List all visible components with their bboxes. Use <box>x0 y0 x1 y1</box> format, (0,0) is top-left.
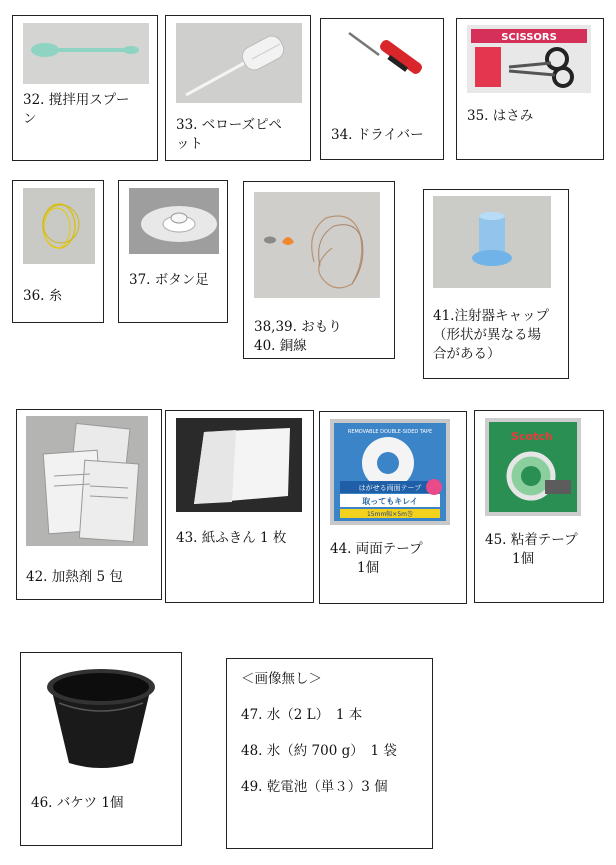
item-card-37 <box>118 180 228 323</box>
syringe-cap-icon <box>433 196 551 288</box>
item-card-44 <box>319 411 467 604</box>
item-card-38-40 <box>243 181 395 359</box>
item-caption-38-40: 38,39. おもり 40. 銅線 <box>254 319 342 354</box>
svg-text:取ってもキレイ: 取ってもキレイ <box>362 497 418 506</box>
no-image-item-49: 49. 乾電池（単３）3 個 <box>241 779 388 795</box>
svg-text:Scotch: Scotch <box>511 430 553 443</box>
weights-wire-icon <box>254 192 380 298</box>
item-card-32 <box>12 15 158 161</box>
item-caption-41: 41.注射器キャップ （形状が異なる場 合がある） <box>433 308 549 362</box>
item-card-34 <box>320 18 444 160</box>
item-caption-32: 32. 撹拌用スプー ン <box>23 92 130 127</box>
pipette-icon <box>176 23 302 103</box>
item-caption-43: 43. 紙ふきん 1 枚 <box>176 530 287 546</box>
svg-text:SCISSORS: SCISSORS <box>501 32 557 43</box>
scotch-tape-icon <box>485 418 581 516</box>
heating-pack-icon <box>26 416 148 546</box>
button-shank-icon <box>129 188 219 254</box>
svg-text:はがせる両面テープ: はがせる両面テープ <box>358 484 422 492</box>
no-image-title: ＜画像無し＞ <box>241 671 322 687</box>
svg-text:REMOVABLE DOUBLE-SIDED TAPE: REMOVABLE DOUBLE-SIDED TAPE <box>347 429 433 435</box>
item-caption-45: 45. 粘着テープ 1個 <box>485 532 578 567</box>
item-card-43 <box>165 410 314 603</box>
item-caption-35: 35. はさみ <box>467 108 534 124</box>
item-caption-37: 37. ボタン足 <box>129 272 209 288</box>
no-image-item-47: 47. 水（2 L） 1 本 <box>241 707 363 723</box>
no-image-box <box>226 658 433 849</box>
item-card-41 <box>423 189 569 379</box>
screwdriver-icon <box>331 25 435 97</box>
item-caption-42: 42. 加熱剤 5 包 <box>26 569 123 585</box>
item-card-46 <box>20 652 182 846</box>
item-caption-46: 46. バケツ 1個 <box>31 795 124 811</box>
no-image-item-48: 48. 氷（約 700 g） 1 袋 <box>241 743 397 759</box>
item-caption-44: 44. 両面テープ 1個 <box>330 541 423 576</box>
item-caption-33: 33. ベローズピペ ット <box>176 117 282 152</box>
item-card-45 <box>474 410 604 603</box>
item-card-42 <box>16 409 162 600</box>
item-card-35 <box>456 18 604 160</box>
bucket-icon <box>31 659 171 775</box>
item-card-36 <box>12 180 104 323</box>
item-caption-34: 34. ドライバー <box>331 127 424 143</box>
paper-towel-icon <box>176 418 302 512</box>
thread-icon <box>23 188 95 264</box>
svg-text:15mm幅×5m巻: 15mm幅×5m巻 <box>366 511 414 518</box>
spoon-icon <box>23 23 149 84</box>
scissors-icon <box>467 25 591 93</box>
double-tape-icon <box>330 419 450 525</box>
item-card-33 <box>165 15 311 161</box>
item-caption-36: 36. 糸 <box>23 288 63 304</box>
